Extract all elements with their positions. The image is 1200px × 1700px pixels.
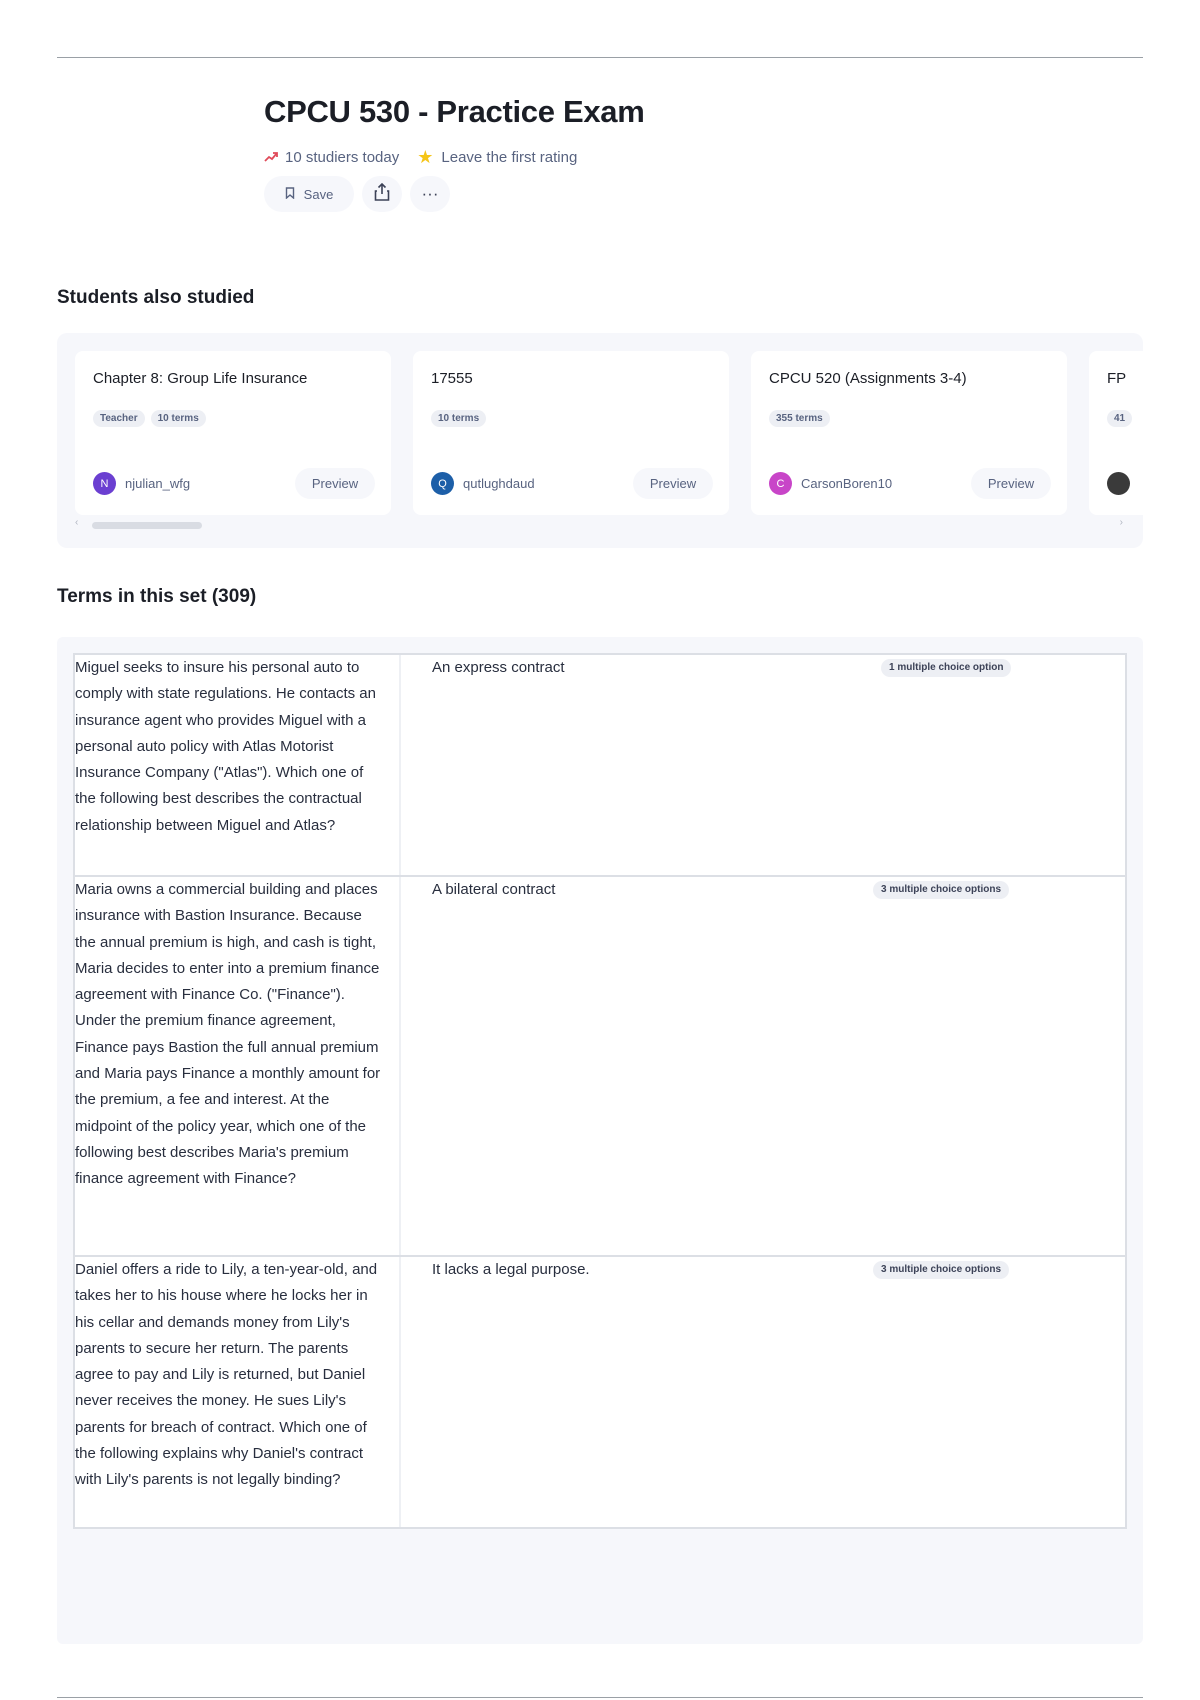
carousel-scrollbar[interactable] (92, 522, 202, 529)
term-row (75, 1255, 1125, 1527)
author-name[interactable]: qutlughdaud (463, 476, 535, 491)
term-row (75, 875, 1125, 1255)
trending-icon (264, 149, 278, 165)
study-set-card[interactable] (751, 351, 1067, 515)
term-answer-cell (401, 1257, 1125, 1527)
term-row (75, 655, 1125, 875)
studiers-count: 10 studiers today (285, 148, 400, 166)
card-author (431, 472, 535, 495)
set-header (264, 94, 645, 212)
save-button[interactable] (264, 176, 354, 212)
card-tags (431, 410, 486, 427)
scroll-right-icon[interactable]: › (1119, 517, 1123, 528)
preview-button[interactable]: Preview (971, 468, 1051, 499)
set-actions (264, 176, 645, 212)
more-icon: ··· (421, 184, 439, 203)
scroll-left-icon[interactable]: ‹ (75, 517, 79, 528)
author-name[interactable]: CarsonBoren10 (801, 476, 893, 491)
avatar (1107, 472, 1130, 495)
term-answer-cell (401, 877, 1125, 1255)
students-also-studied-carousel (57, 333, 1143, 548)
teacher-tag: Teacher (93, 410, 145, 427)
term-question: Maria owns a commercial building and places insurance with Bastion Insurance. Because the annual premium is high, and cash is tight, Maria decides to enter into a premium finance agreement with Finance Co. ("Finance"). Under the premium finance agreement, Finance pays Bastion the full annual premium and Maria pays Finance a monthly amount for the premium, a fee and interest. At the midpoint of the policy year, which one of the following best describes Maria's premium finance agreement with Finance? (75, 877, 401, 1255)
card-title: CPCU 520 (Assignments 3-4) (769, 370, 967, 387)
terms-count-tag: 41 (1107, 410, 1132, 427)
terms-count-tag: 355 terms (769, 410, 830, 427)
terms-table (73, 653, 1127, 1529)
top-divider (57, 57, 1143, 58)
preview-button[interactable]: Preview (633, 468, 713, 499)
multiple-choice-badge: 1 multiple choice option (881, 659, 1011, 677)
card-tags (1107, 410, 1132, 427)
term-answer: It lacks a legal purpose. (432, 1261, 590, 1278)
avatar: Q (431, 472, 454, 495)
star-icon[interactable]: ★ (417, 147, 434, 167)
study-set-card[interactable] (75, 351, 391, 515)
term-answer-cell (401, 655, 1125, 875)
more-options-button[interactable] (410, 176, 450, 212)
card-title: FP (1107, 370, 1127, 387)
card-title: Chapter 8: Group Life Insurance (93, 370, 308, 387)
terms-count-tag: 10 terms (431, 410, 486, 427)
card-title: 17555 (431, 370, 473, 387)
page-title: CPCU 530 - Practice Exam (264, 94, 645, 129)
set-meta (264, 148, 645, 166)
card-author (769, 472, 892, 495)
rating-link[interactable]: Leave the first rating (441, 148, 578, 166)
multiple-choice-badge: 3 multiple choice options (873, 881, 1009, 899)
card-author (1107, 472, 1130, 495)
bookmark-icon (285, 187, 295, 202)
card-author (93, 472, 190, 495)
term-answer: A bilateral contract (432, 881, 556, 898)
multiple-choice-badge: 3 multiple choice options (873, 1261, 1009, 1279)
terms-count-tag: 10 terms (151, 410, 206, 427)
students-also-studied-heading: Students also studied (57, 287, 255, 308)
card-tags (769, 410, 830, 427)
author-name[interactable]: njulian_wfg (125, 476, 191, 491)
bottom-divider (57, 1697, 1143, 1698)
study-set-card[interactable] (413, 351, 729, 515)
save-label: Save (303, 186, 334, 202)
share-icon (374, 183, 390, 206)
terms-panel (57, 637, 1143, 1644)
term-answer: An express contract (432, 659, 565, 676)
avatar: N (93, 472, 116, 495)
terms-heading: Terms in this set (309) (57, 586, 257, 607)
card-tags (93, 410, 206, 427)
avatar: C (769, 472, 792, 495)
study-set-card-partial[interactable] (1089, 351, 1143, 515)
share-button[interactable] (362, 176, 402, 212)
term-question: Daniel offers a ride to Lily, a ten-year-old, and takes her to his house where he locks her in his cellar and demands money from Lily's parents to secure her return. The parents agree to pay and Lily is returned, but Daniel never receives the money. He sues Lily's parents for breach of contract. Which one of the following explains why Daniel's contract with Lily's parents is not legally binding? (75, 1257, 401, 1527)
term-question: Miguel seeks to insure his personal auto to comply with state regulations. He contacts an insurance agent who provides Miguel with a personal auto policy with Atlas Motorist Insurance Company ("Atlas"). Which one of the following best describes the contractual relationship between Miguel and Atlas? (75, 655, 401, 875)
preview-button[interactable]: Preview (295, 468, 375, 499)
